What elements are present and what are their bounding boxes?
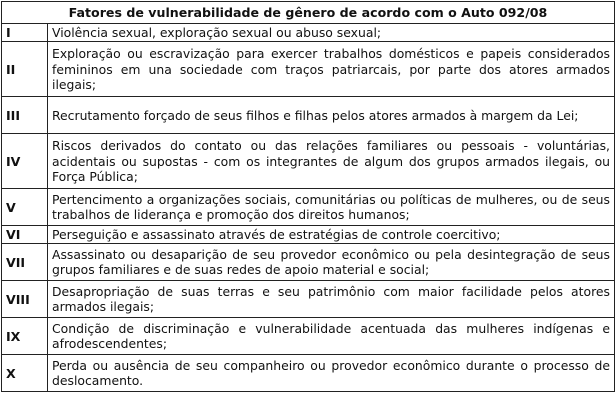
row-numeral: III [2,97,48,134]
table-row [2,244,615,281]
table-row [2,281,615,318]
row-text: Perda ou ausência de seu companheiro ou provedor econômico durante o processo de deslocamento. [48,355,615,392]
row-text: Exploração ou escravização para exercer trabalhos domésticos e papeis considerados femininos em una sociedade com traços patriarcais, por parte dos atores armados ilegais; [48,42,615,97]
row-numeral: VIII [2,281,48,318]
row-numeral: VI [2,226,48,244]
row-text: Recrutamento forçado de seus filhos e filhas pelos atores armados à margem da Lei; [48,97,615,134]
table-title: Fatores de vulnerabilidade de gênero de acordo com o Auto 092/08 [2,2,615,24]
table-row [2,134,615,189]
row-text: Desapropriação de suas terras e seu patrimônio com maior facilidade pelos atores armados ilegais; [48,281,615,318]
row-numeral: IX [2,318,48,355]
row-numeral: V [2,189,48,226]
row-text: Pertencimento a organizações sociais, comunitárias ou políticas de mulheres, ou de seus trabalhos de liderança e promoção dos direitos humanos; [48,189,615,226]
table-row [2,97,615,134]
table-row [2,189,615,226]
row-text: Perseguição e assassinato através de estratégias de controle coercitivo; [48,226,615,244]
table-row [2,318,615,355]
row-text: Condição de discriminação e vulnerabilidade acentuada das mulheres indígenas e afrodescendentes; [48,318,615,355]
row-numeral: X [2,355,48,392]
table-row [2,42,615,97]
table-row [2,355,615,392]
row-text: Violência sexual, exploração sexual ou abuso sexual; [48,24,615,42]
vulnerability-factors-table [1,1,615,392]
table-row [2,226,615,244]
row-text: Assassinato ou desaparição de seu provedor econômico ou pela desintegração de seus grupos familiares e de suas redes de apoio material e social; [48,244,615,281]
table-header-row [2,2,615,24]
row-text: Riscos derivados do contato ou das relações familiares ou pessoais - voluntárias, acidentais ou supostas - com os integrantes de algum dos grupos armados ilegais, ou Força Pública; [48,134,615,189]
row-numeral: VII [2,244,48,281]
row-numeral: I [2,24,48,42]
row-numeral: IV [2,134,48,189]
row-numeral: II [2,42,48,97]
table-row [2,24,615,42]
